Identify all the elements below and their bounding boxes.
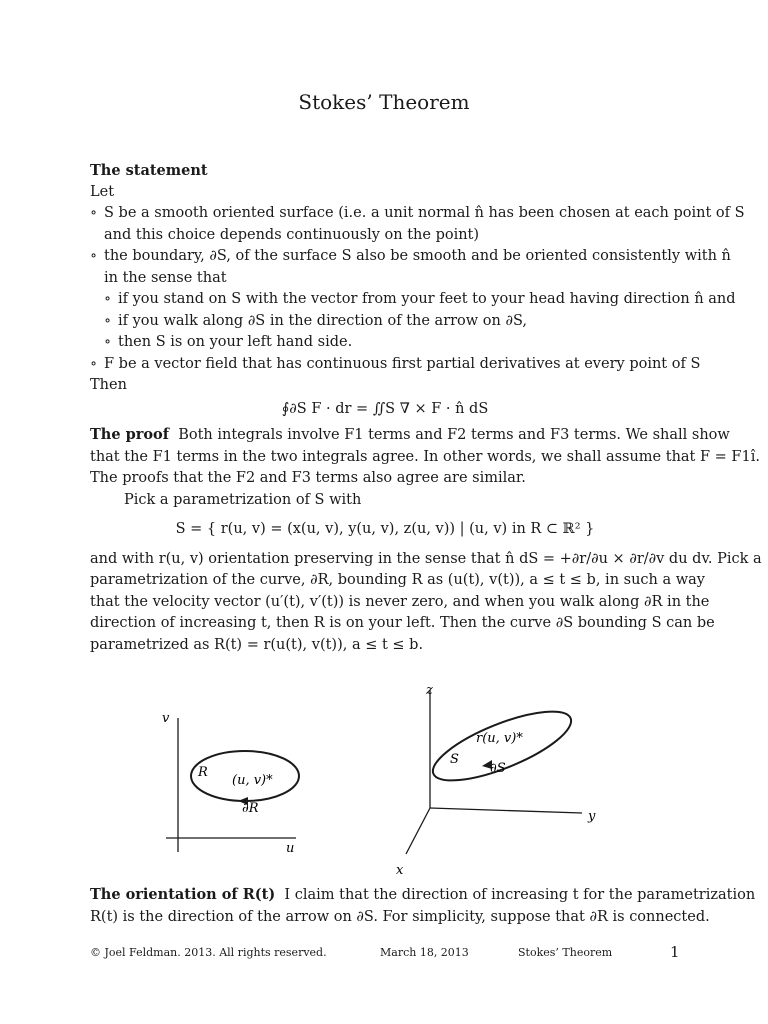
sub-bullet-text: then S is on your left hand side.	[118, 334, 353, 350]
proof-text: that the F1 terms in the two integrals agree. In other words, we shall assume that F = F1î.	[90, 448, 760, 465]
bullet-icon: ∘	[90, 355, 98, 372]
uv-point-label: (u, v)*	[232, 773, 273, 788]
sub-bullet-text: if you walk along ∂S in the direction of the arrow on ∂S,	[118, 312, 528, 329]
footer-date: March 18, 2013	[380, 946, 469, 959]
y-axis-label: y	[588, 809, 596, 824]
proof-heading: The proof	[90, 426, 169, 443]
page-title: Stokes’ Theorem	[298, 90, 470, 114]
footer-running-title: Stokes’ Theorem	[518, 946, 613, 959]
orientation-text: I claim that the direction of increasing t for the parametrization	[284, 887, 756, 903]
orientation-heading: The orientation of R(t)	[90, 886, 276, 903]
proof-text: parametrization of the curve, ∂R, bounding R as (u(t), v(t)), a ≤ t ≤ b, in such a way	[90, 572, 705, 588]
sub-bullet-icon: ∘	[104, 312, 112, 329]
statement-section	[90, 160, 762, 656]
bullet-text: in the sense that	[104, 269, 227, 286]
bullet-text: S be a smooth oriented surface (i.e. a unit normal n̂ has been chosen at each point of S	[104, 205, 745, 221]
r-uv-label: r(u, v)*	[476, 731, 523, 746]
proof-text: Pick a parametrization of S with	[124, 491, 362, 508]
proof-text: direction of increasing t, then R is on your left. Then the curve ∂S bounding S can be	[90, 615, 715, 631]
theorem-equation: ∮∂S F · dr = ∬S ∇ × F · n̂ dS	[281, 400, 489, 417]
parametrization-equation: S = { r(u, v) = (x(u, v), y(u, v), z(u, v)) | (u, v) in R ⊂ ℝ² }	[175, 521, 595, 537]
parametrization-figure	[130, 680, 610, 880]
footer-copyright: © Joel Feldman. 2013. All rights reserved.	[90, 946, 327, 959]
x-axis	[406, 808, 430, 854]
proof-text: Both integrals involve F1 terms and F2 terms and F3 terms. We shall show	[178, 427, 730, 443]
bullet-text: the boundary, ∂S, of the surface S also be smooth and be oriented consistently with n̂	[104, 248, 731, 264]
statement-heading: The statement	[90, 162, 208, 179]
bullet-text: F be a vector field that has continuous first partial derivatives at every point of S	[104, 355, 701, 372]
bullet-icon: ∘	[90, 205, 98, 221]
orientation-section	[90, 884, 756, 928]
sub-bullet-icon: ∘	[104, 291, 112, 307]
orientation-text: R(t) is the direction of the arrow on ∂S. For simplicity, suppose that ∂R is connected.	[90, 909, 710, 925]
surface-S-label: S	[450, 752, 459, 767]
u-axis-label: u	[286, 841, 295, 856]
page-number: 1	[670, 943, 680, 961]
proof-text: that the velocity vector (u′(t), v′(t)) is never zero, and when you walk along ∂R in the	[90, 593, 710, 610]
x-axis-label: x	[396, 863, 404, 878]
y-axis	[430, 808, 582, 813]
region-R-label: R	[198, 765, 208, 780]
proof-text: The proofs that the F2 and F3 terms also agree are similar.	[90, 470, 526, 486]
dS-label: ∂S	[490, 761, 506, 776]
bullet-text: and this choice depends continuously on the point)	[104, 226, 480, 243]
sub-bullet-icon: ∘	[104, 334, 112, 350]
proof-text: and with r(u, v) orientation preserving in the sense that n̂ dS = +∂r/∂u × ∂r/∂v du dv. Pick a	[90, 550, 762, 567]
bullet-icon: ∘	[90, 248, 98, 264]
sub-bullet-text: if you stand on S with the vector from your feet to your head having direction n̂ and	[118, 291, 736, 307]
dR-label: ∂R	[242, 801, 259, 816]
proof-text: parametrized as R(t) = r(u(t), v(t)), a ≤ t ≤ b.	[90, 636, 424, 653]
let-text: Let	[90, 183, 115, 200]
v-axis-label: v	[162, 711, 170, 726]
surface-S-boundary	[425, 698, 579, 794]
then-text: Then	[90, 377, 127, 393]
z-axis-label: z	[426, 683, 433, 698]
